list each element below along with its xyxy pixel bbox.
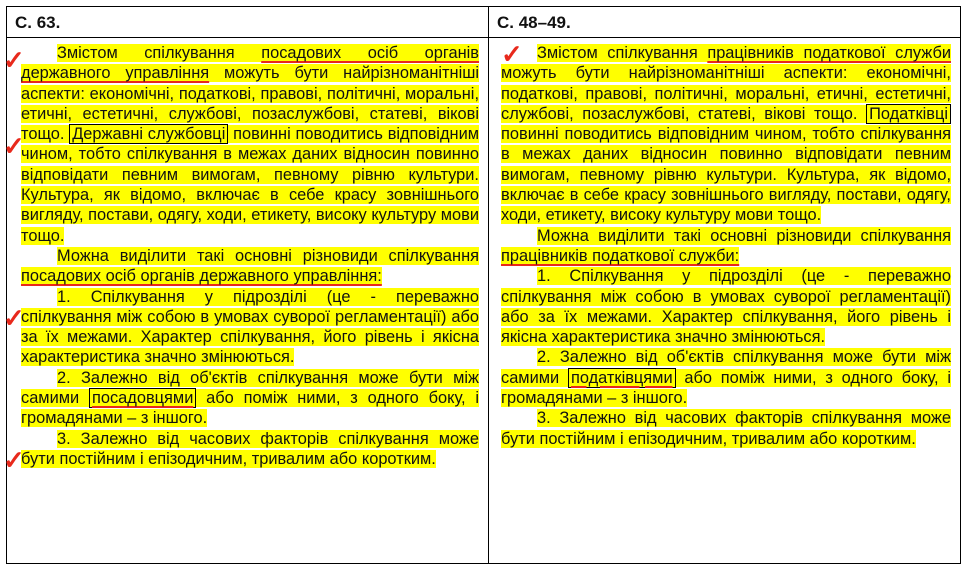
right-paragraph-2: Можна виділити такі основні різновиди спілкування працівників податкової служби: [501, 226, 951, 265]
right-boxed-term: Податківці [866, 104, 951, 124]
left-paragraph-1: Змістом спілкування посадових осіб органів державного управління можуть бути найрізноманітніші аспекти: економічні, податкові, правові, політичні, моральні, етичні, естетичні, службові, позаслужбові, статеві, вікові тощо. Державні службовці повинні поводитись відповідним чином, тобто спілкування в межах даних відносин повинно відповідати певним вимогам, певному рівню культури. Культура, як відомо, включає в себе красу зовнішнього вигляду, постави, одягу, ходи, етикету, високу культуру мови тощо. [21, 44, 480, 245]
right-item2-boxed: податківцями [568, 368, 676, 388]
left-header: С. 63. [15, 13, 61, 32]
left-subject-underline-2: посадових осіб органів державного управління: [21, 267, 382, 286]
right-item-1: 1. Спілкування у підрозділі (це - переважно спілкування між собою в умовах суворої регламентації) або за їх межами. Характер спілкування, його рівень і якісна характеристика значно змінюються. [501, 267, 951, 347]
right-subject-underline-2: працівників податкової служби: [501, 246, 740, 265]
left-column [21, 43, 479, 469]
left-item-1: 1. Спілкування у підрозділі (це - переважно спілкування між собою в умовах суворої регламентації) або за їх межами. Характер спілкування, його рівень і якісна характеристика значно змінюються. [21, 287, 479, 367]
left-item-2: 2. Залежно від об'єктів спілкування може бути між самими посадовцями або поміж ними, з одного боку, і громадянами – з іншого. [21, 368, 479, 428]
right-item-3: 3. Залежно від часових факторів спілкування може бути постійним і епізодичним, тривалим або коротким. [501, 409, 951, 448]
right-paragraph-1: Змістом спілкування працівників податкової служби можуть бути найрізноманітніші аспекти: економічні, податкові, правові, політичні, моральні, етичні, естетичні, службові, позаслужбові, статеві, вікові тощо. Податківці повинні поводитись відповідним чином, тобто спілкування в межах даних відносин повинно відповідати певним вимогам, певному рівню культури. Культура, як відомо, включає в себе красу зовнішнього вигляду, постави, одягу, ходи, етикету, високу культуру мови тощо. [501, 44, 951, 225]
right-subject-underline: працівників податкової служби [707, 44, 951, 62]
check-mark-icon: ✓ [3, 45, 25, 75]
check-mark-icon: ✓ [501, 39, 523, 69]
right-item-2: 2. Залежно від об'єктів спілкування може бути між самими податківцями або поміж ними, з одного боку, і громадянами – з іншого. [501, 348, 952, 408]
right-header: С. 48–49. [497, 13, 571, 32]
left-paragraph-2: Можна виділити такі основні різновиди спілкування посадових осіб органів державного управління: [21, 246, 479, 286]
left-item-3: 3. Залежно від часових факторів спілкування може бути постійним і епізодичним, тривалим або коротким. [21, 429, 479, 468]
left-item2-boxed: посадовцями [89, 388, 196, 408]
check-mark-icon: ✓ [3, 303, 25, 333]
header-divider [7, 37, 960, 38]
right-column [501, 39, 952, 449]
check-mark-icon: ✓ [3, 131, 25, 161]
left-boxed-term: Державні службовці [69, 124, 228, 144]
left-subject-underline: посадових осіб органів державного управління [21, 44, 479, 83]
column-divider [488, 7, 489, 563]
check-mark-icon: ✓ [3, 445, 25, 475]
comparison-table [3, 6, 961, 564]
